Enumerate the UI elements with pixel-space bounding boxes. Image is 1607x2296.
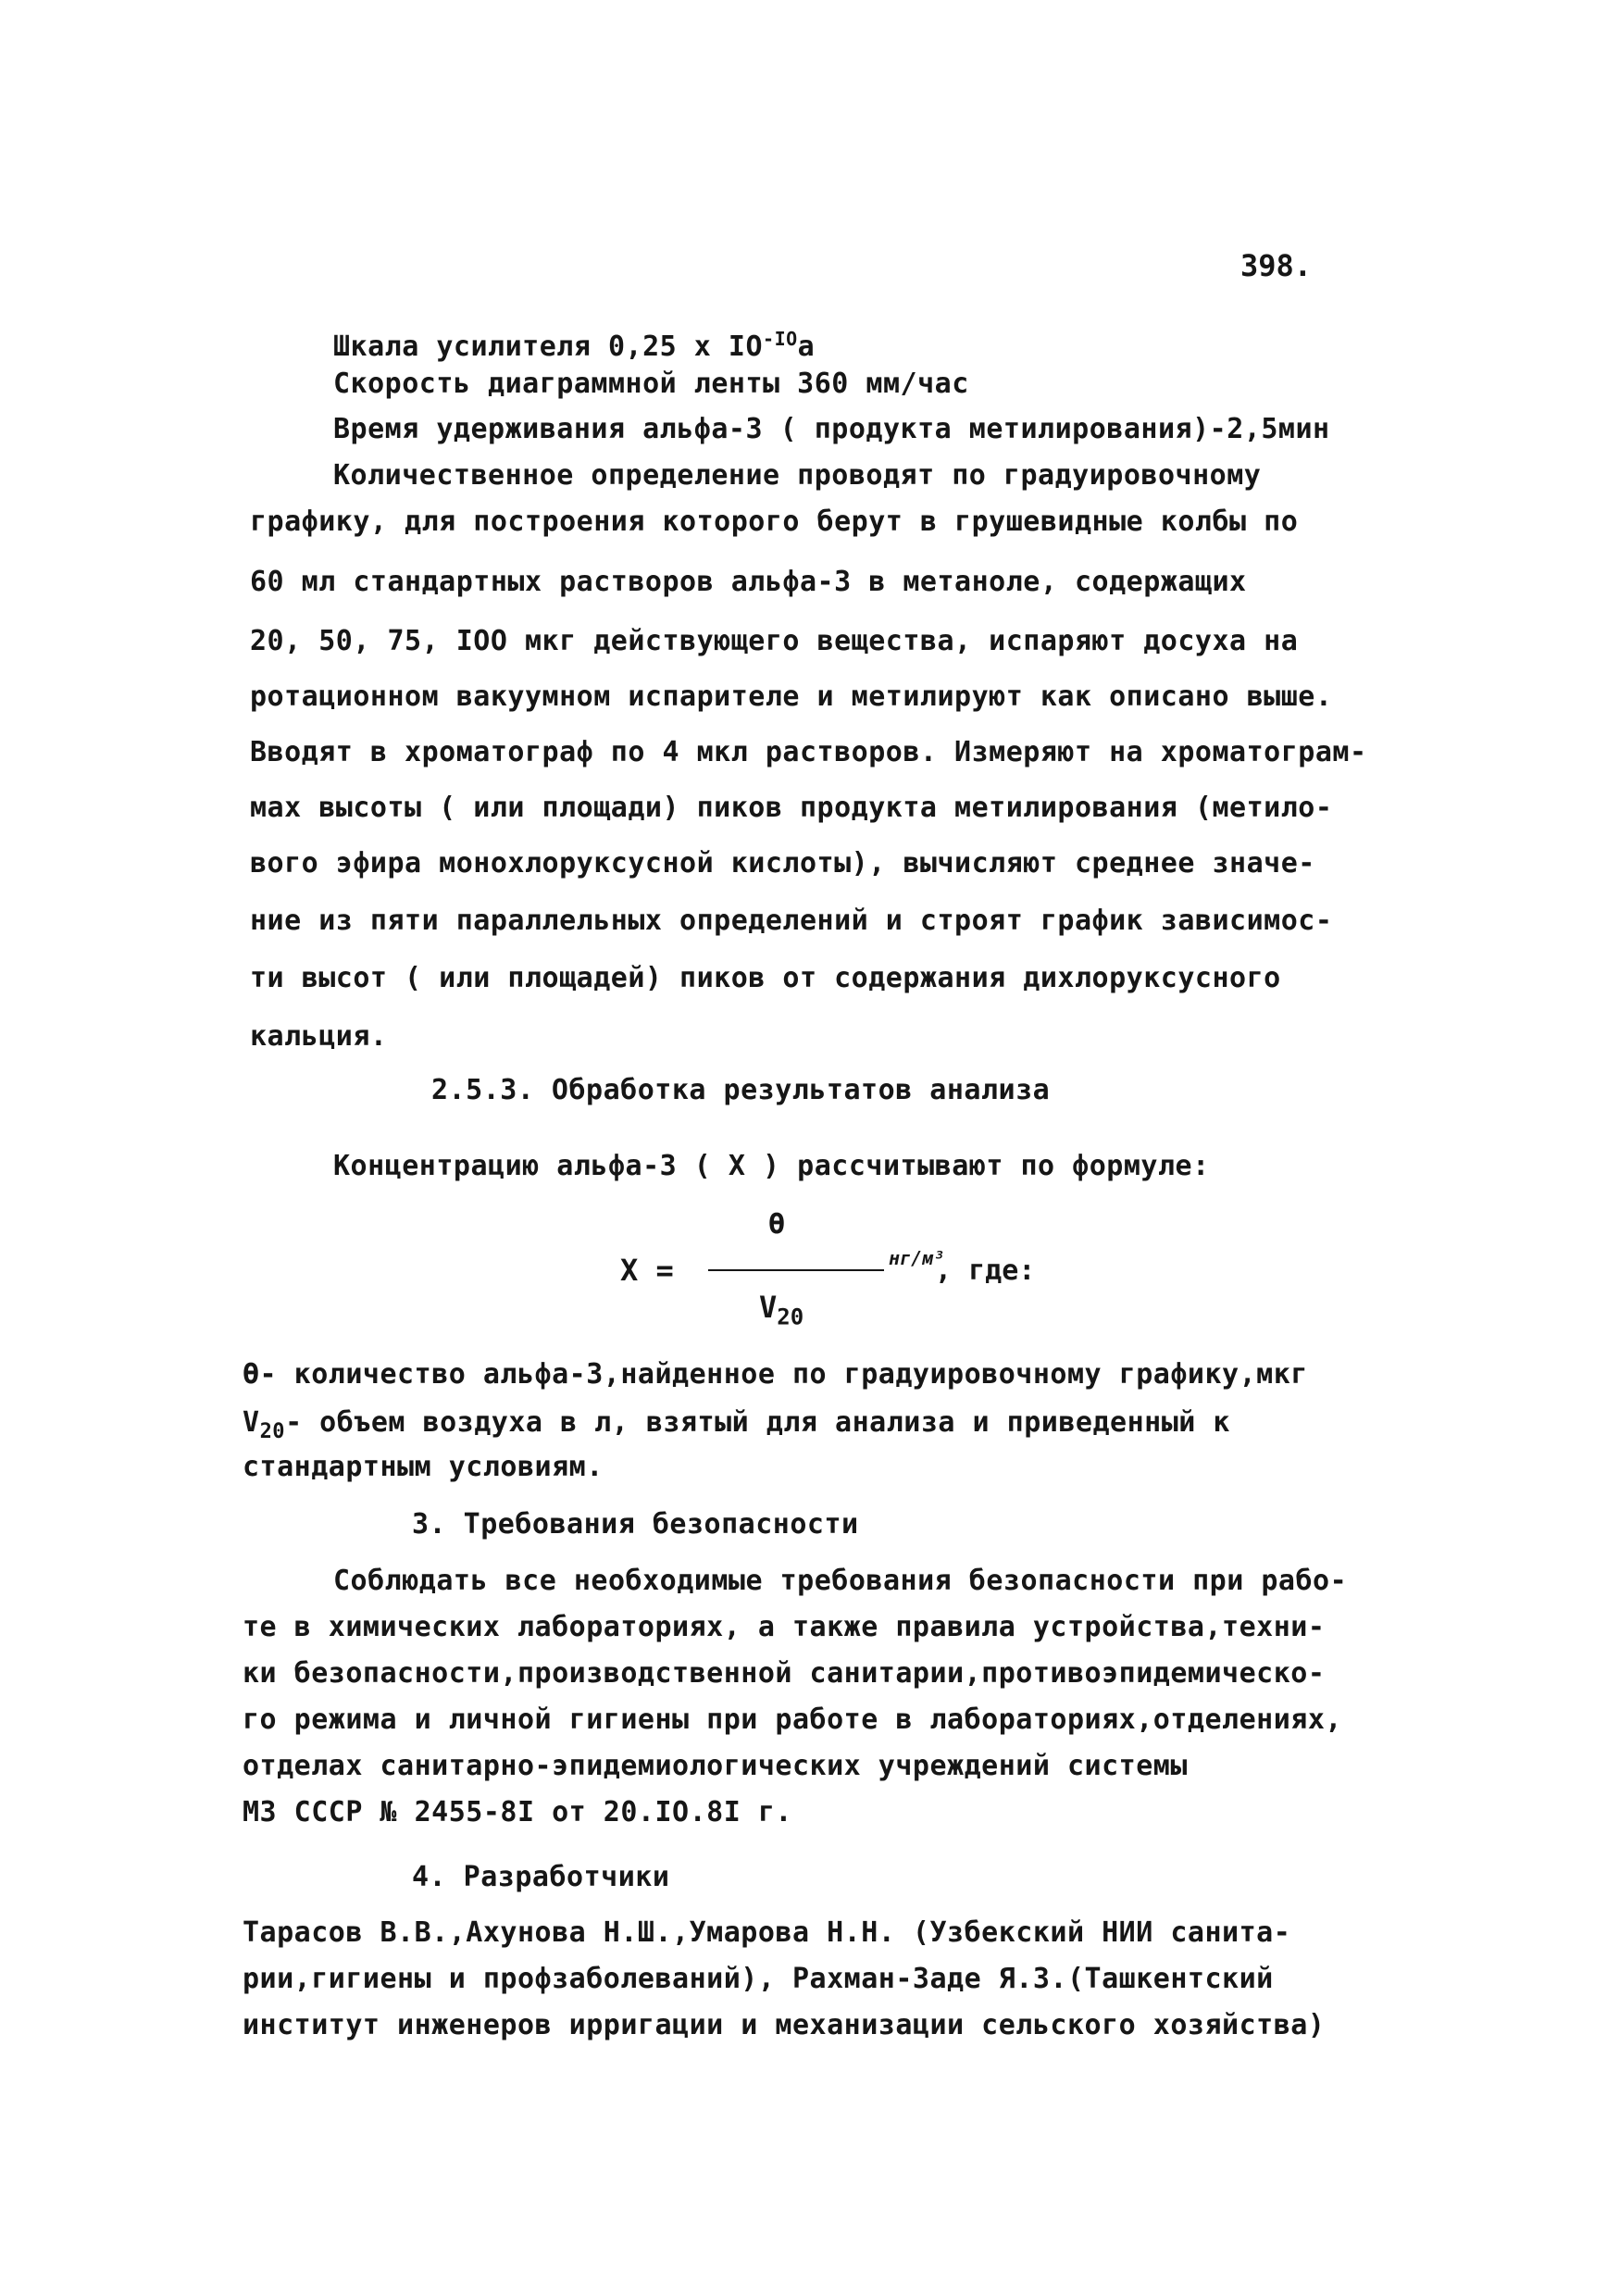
definition-volume (243, 1404, 1230, 1451)
definition-volume-cont: стандартным условиям. (243, 1451, 604, 1483)
body-line: ти высот ( или площадей) пиков от содержания дихлоруксусного (250, 962, 1281, 994)
formula-where: , где: (935, 1254, 1036, 1287)
body-line: 60 мл стандартных растворов альфа-3 в метаноле, содержащих (250, 566, 1247, 598)
formula-denominator (759, 1290, 804, 1329)
authors-line: Тарасов В.В.,Ахунова Н.Ш.,Умарова Н.Н. (Узбекский НИИ санита- (243, 1916, 1291, 1949)
safety-line: МЗ СССР № 2455-8I от 20.IO.8I г. (243, 1796, 792, 1828)
body-line: мах высоты ( или площади) пиков продукта метилирования (метило- (250, 792, 1333, 824)
page-number: 398. (1240, 248, 1313, 283)
safety-line: Соблюдать все необходимые требования безопасности при рабо- (333, 1565, 1348, 1597)
section-heading: 4. Разработчики (412, 1861, 670, 1893)
denominator-subscript: 20 (777, 1304, 804, 1330)
denominator-symbol: V (759, 1290, 778, 1325)
definition-theta (243, 1356, 1308, 1393)
theta-symbol: Ө- (243, 1358, 278, 1391)
body-line: ние из пяти параллельных определений и строят график зависимос- (250, 905, 1333, 937)
section-heading: 3. Требования безопасности (412, 1508, 859, 1541)
theta-definition: количество альфа-3,найденное по градуировочному графику,мкг (277, 1358, 1308, 1391)
body-line: Вводят в хроматограф по 4 мкл растворов. Измеряют на хроматограм- (250, 736, 1367, 768)
safety-line: те в химических лабораториях, а также правила устройства,техни- (243, 1611, 1326, 1643)
body-line: вого эфира монохлоруксусной кислоты), вычисляют среднее значе- (250, 847, 1315, 880)
formula-unit: нг/м³ (889, 1247, 945, 1269)
volume-definition: - объем воздуха в л, взятый для анализа и приведенный к (285, 1406, 1230, 1439)
body-line: Количественное определение проводят по градуировочному (333, 459, 1262, 492)
authors-line: институт инженеров ирригации и механизации сельского хозяйства) (243, 2009, 1326, 2041)
authors-line: рии,гигиены и профзаболеваний), Рахман-Заде Я.З.(Ташкентский (243, 1963, 1274, 1995)
param-retention: Время удерживания альфа-3 ( продукта метилирования)-2,5мин (333, 413, 1330, 445)
formula-lhs: X = (620, 1253, 674, 1288)
param-scale (333, 320, 815, 366)
volume-symbol: V (243, 1406, 260, 1439)
param-scale-exponent: -IO (763, 328, 798, 350)
body-line: 20, 50, 75, IOO мкг действующего вещества, испаряют досуха на (250, 625, 1299, 657)
body-line: кальция. (250, 1020, 388, 1053)
param-scale-text: Шкала усилителя 0,25 x IO (333, 331, 764, 363)
param-speed: Скорость диаграммной ленты 360 мм/час (333, 368, 969, 400)
body-line: ротационном вакуумном испарителе и метилируют как описано выше. (250, 680, 1333, 713)
section-heading: 2.5.3. Обработка результатов анализа (431, 1074, 1051, 1106)
param-scale-tail: а (797, 331, 816, 363)
safety-line: го режима и личной гигиены при работе в лабораториях,отделениях, (243, 1703, 1342, 1736)
safety-line: отделах санитарно-эпидемиологических учреждений системы (243, 1750, 1188, 1782)
safety-line: ки безопасности,производственной санитарии,противоэпидемическо- (243, 1657, 1326, 1690)
formula-numerator: Ө (768, 1208, 786, 1241)
body-line: графику, для построения которого берут в грушевидные колбы по (250, 505, 1299, 538)
volume-subscript: 20 (259, 1420, 286, 1443)
formula-intro: Концентрацию альфа-3 ( X ) рассчитывают по формуле: (333, 1150, 1210, 1182)
fraction-bar (708, 1269, 884, 1271)
formula (602, 1208, 1046, 1347)
